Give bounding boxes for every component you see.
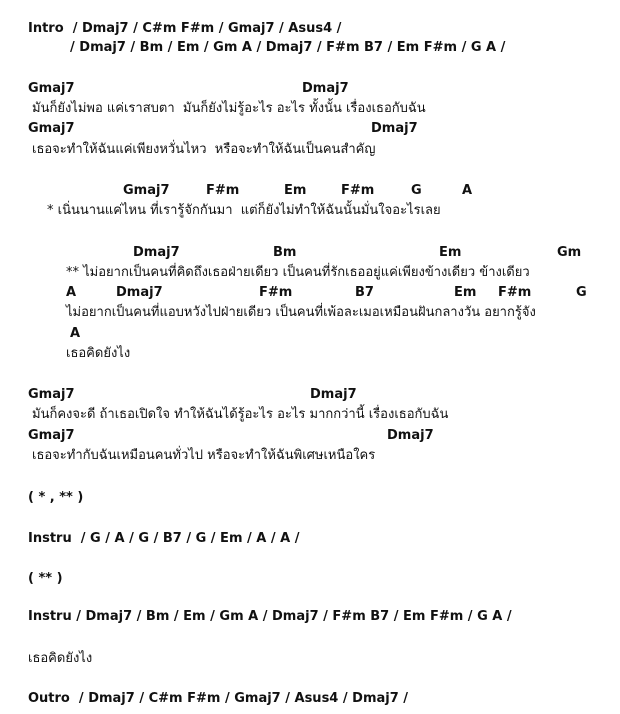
chord: A <box>66 285 77 300</box>
outro-line: Outro / Dmaj7 / C#m F#m / Gmaj7 / Asus4 / Dmaj7 / <box>28 691 409 706</box>
chord: F#m <box>341 183 375 198</box>
chord: Gmaj7 <box>28 387 75 402</box>
lyric-line: เธอจะทำให้ฉันแค่เพียงหวั่นไหว หรือจะทำให้ฉันเป็นคนสำคัญ <box>32 142 376 157</box>
chord: Gmaj7 <box>28 81 75 96</box>
chord: G <box>411 183 422 198</box>
lyric-line: ไม่อยากเป็นคนที่แอบหวังไปฝ่ายเดียว เป็นคนที่เพ้อละเมอเหมือนฝันกลางวัน อยากรู้จัง <box>66 305 536 320</box>
lyric-line: มันก็ยังไม่พอ แค่เราสบตา มันก็ยังไม่รู้อะไร อะไร ทั้งนั้น เรื่องเธอกับฉัน <box>32 101 426 116</box>
chord: Dmaj7 <box>133 245 180 260</box>
chord: Dmaj7 <box>371 121 418 136</box>
chord: Gmaj7 <box>28 121 75 136</box>
intro-line-2: / Dmaj7 / Bm / Em / Gm A / Dmaj7 / F#m B7 / Em F#m / G A / <box>70 40 506 55</box>
chord: F#m <box>259 285 293 300</box>
chord: Gm <box>557 245 582 260</box>
lyric-line: * เนิ่นนานแค่ไหน ที่เรารู้จักกันมา แต่ก็ยังไม่ทำให้ฉันนั้นมั่นใจอะไรเลย <box>47 203 441 218</box>
lyric-line: เธอคิดยังไง <box>66 346 131 361</box>
lyric-line: ** ไม่อยากเป็นคนที่คิดถึงเธอฝ่ายเดียว เป็นคนที่รักเธออยู่แค่เพียงข้างเดียว ข้างเดียว <box>66 265 530 280</box>
instru-line: Instru / Dmaj7 / Bm / Em / Gm A / Dmaj7 / F#m B7 / Em F#m / G A / <box>28 609 512 624</box>
lyric-line: เธอจะทำกับฉันเหมือนคนทั่วไป หรือจะทำให้ฉันพิเศษเหนือใคร <box>32 448 376 463</box>
instru-line: Instru / G / A / G / B7 / G / Em / A / A / <box>28 531 300 546</box>
chord: Em <box>284 183 307 198</box>
chord: F#m <box>206 183 240 198</box>
repeat-marker: ( ** ) <box>28 571 63 586</box>
chord: A <box>70 326 81 341</box>
chord: F#m <box>498 285 532 300</box>
chord: Dmaj7 <box>387 428 434 443</box>
chord: A <box>462 183 473 198</box>
chord: Em <box>439 245 462 260</box>
repeat-marker: ( * , ** ) <box>28 490 84 505</box>
chord: B7 <box>355 285 374 300</box>
chord: Bm <box>273 245 297 260</box>
chord: Em <box>454 285 477 300</box>
chord: Gmaj7 <box>123 183 170 198</box>
chord: Gmaj7 <box>28 428 75 443</box>
chord: Dmaj7 <box>310 387 357 402</box>
lyric-line: เธอคิดยังไง <box>28 651 93 666</box>
chord: G <box>576 285 587 300</box>
chord: Dmaj7 <box>116 285 163 300</box>
chord: Dmaj7 <box>302 81 349 96</box>
lyric-line: มันก็คงจะดี ถ้าเธอเปิดใจ ทำให้ฉันได้รู้อะไร อะไร มากกว่านี้ เรื่องเธอกับฉัน <box>32 407 449 422</box>
intro-line-1: Intro / Dmaj7 / C#m F#m / Gmaj7 / Asus4 / <box>28 21 342 36</box>
